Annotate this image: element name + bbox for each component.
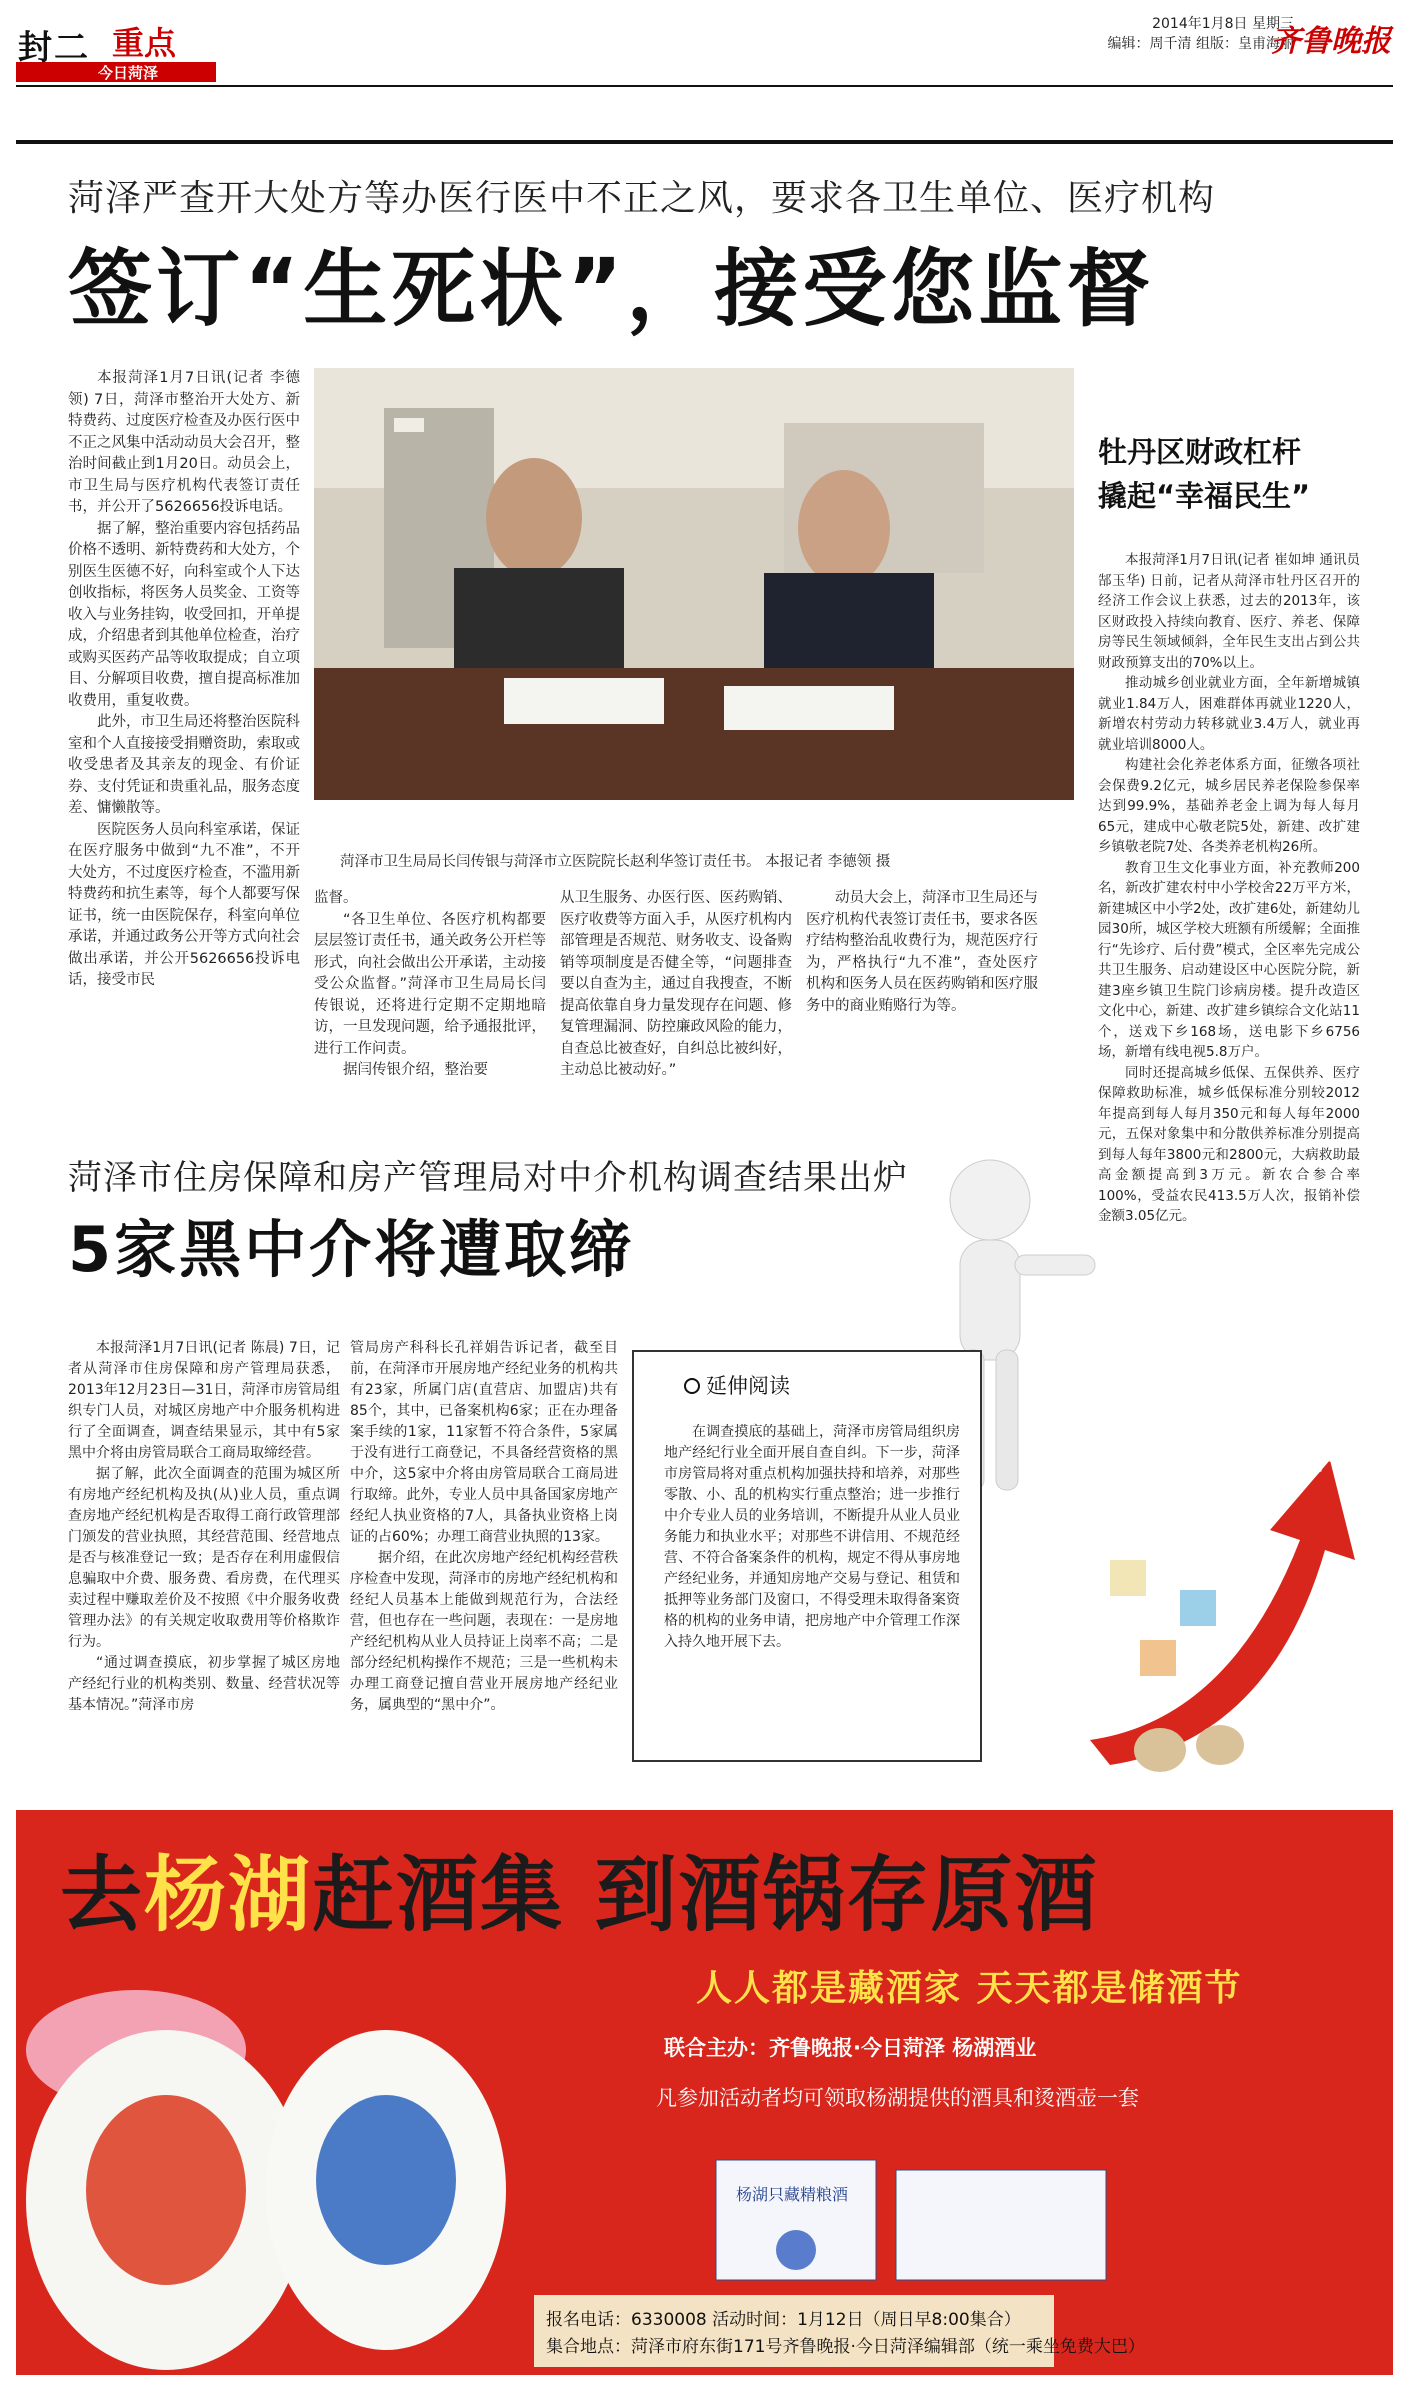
editor-line: 编辑：周千清 组版：皇甫海丽 [1107, 36, 1294, 52]
right-title-line2: 撬起“幸福民生” [1098, 479, 1311, 513]
ad-organizers: 联合主办：齐鲁晚报·今日菏泽 杨湖酒业 [664, 2036, 1037, 2060]
box-title-text: 延伸阅读 [706, 1374, 790, 1398]
paragraph: 监督。 [314, 890, 358, 906]
story2-col1 [68, 1338, 340, 1778]
paragraph: 构建社会化养老体系方面，征缴各项社会保费9.2亿元，城乡居民养老保险参保率达到99.9%，基础养老金上调为每人每月65元，建成中心敬老院5处，新建、改扩建乡镇敬老院7处、各类养老机构26所。 [1098, 757, 1360, 855]
paragraph: 本报菏泽1月7日讯(记者 崔如坤 通讯员 郜玉华) 日前，记者从菏泽市牡丹区召开的经济工作会议上获悉，过去的2013年，该区财政投入持续向教育、医疗、养老、保障房等民生领域倾斜，全年民生支出占到公共财政预算支出的70%以上。 [1098, 552, 1360, 671]
story1-kicker: 菏泽严查开大处方等办医行医中不正之风，要求各卫生单位、医疗机构 [68, 178, 1216, 219]
story1-col2 [314, 888, 546, 1128]
paragraph: 据了解，整治重要内容包括药品价格不透明、新特费药和大处方，个别医生医德不好，向科室或个人下达创收指标，将医务人员奖金、工资等收入与业务挂钩，收受回扣，开单提成，介绍患者到其他单位检查，治疗或购买医药产品等收取提成；自立项目、分解项目收费，擅自提高标准加收费用，重复收费。 [68, 520, 300, 709]
section-title: 重点 [112, 24, 177, 62]
paragraph: 此外，市卫生局还将整治医院科室和个人直接接受捐赠资助，索取或收受患者及其亲友的现金、有价证券、支付凭证和贵重礼品，服务态度差、慵懒散等。 [68, 714, 300, 816]
paragraph: 本报菏泽1月7日讯(记者 陈晨) 7日，记者从菏泽市住房保障和房产管理局获悉，2013年12月23日—31日，菏泽市房管局组织专门人员，对城区房地产中介服务机构进行了全面调查，调查结果显示，其中有5家黑中介将由房管局联合工商局取缔经营。 [68, 1340, 340, 1461]
extended-reading-title [684, 1370, 790, 1400]
ad-title-c: 赶酒集 到酒锅存原酒 [312, 1847, 1099, 1943]
paragraph: “通过调查摸底，初步掌握了城区房地产经纪行业的机构类别、数量、经营状况等基本情况。”菏泽市房 [68, 1655, 340, 1713]
paragraph: 据闫传银介绍，整治要 [343, 1062, 488, 1078]
paragraph: 同时还提高城乡低保、五保供养、医疗保障救助标准，城乡低保标准分别较2012年提高到每人每月350元和每人每年2000元，五保对象集中和分散供养标准分别提高到每人每年3800元和2800元，大病救助最高金额提高到3万元。新农合参合率100%，受益农民413.5万人次，报销补偿金额3.05亿元。 [1098, 1064, 1360, 1224]
story2-headline: 5家黑中介将遭取缔 [68, 1213, 635, 1286]
gift-box-illustration [706, 2140, 1126, 2290]
story2-kicker: 菏泽市住房保障和房产管理局对中介机构调查结果出炉 [68, 1158, 908, 1198]
issue-date: 2014年1月8日 星期三 [1152, 16, 1294, 32]
ad-title-a: 去 [60, 1847, 145, 1943]
story1-col4 [806, 888, 1038, 1128]
page-tag: 封二 [18, 28, 90, 68]
issue-meta [1108, 14, 1294, 54]
paragraph: 医院医务人员向科室承诺，保证在医疗服务中做到“九不准”，不开大处方，不过度医疗检查，不滥用新特费药和抗生素等，每个人都要写保证书，统一由医院保存，科室向单位承诺，并通过政务公开等方式向社会做出承诺，并公开5626656投诉电话，接受市民 [68, 821, 300, 988]
paragraph: 在调查摸底的基础上，菏泽市房管局组织房地产经纪行业全面开展自查自纠。下一步，菏泽市房管局将对重点机构加强扶持和培养，对那些零散、小、乱的机构实行重点整治；进一步推行中介专业人员的业务培训，不断提升从业人员业务能力和执业水平；对那些不讲信用、不规范经营、不符合备案条件的机构，规定不得从事房地产经纪业务，并通知房地产交易与登记、租赁和抵押等业务部门及窗口，不得受理未取得备案资格的机构的业务申请，把房地产中介管理工作深入持久地开展下去。 [664, 1424, 960, 1650]
story1-col3 [560, 888, 792, 1128]
arrow-label: 民生投入 [1259, 1443, 1339, 1510]
page-header [0, 0, 1409, 85]
paragraph: 动员大会上，菏泽市卫生局还与医疗机构代表签订责任书，要求各医疗结构整治乱收费行为，规范医疗行为，严格执行“九不准”，查处医疗机构和医务人员在医药购销和医疗服务中的商业贿赂行为等。 [806, 890, 1038, 1014]
ad-slogan: 人人都是藏酒家 天天都是储酒节 [696, 1967, 1243, 2009]
signing-photo-illustration [314, 368, 1074, 800]
box-label: 杨湖只藏精粮酒 [736, 2185, 849, 2204]
section-sub: 今日菏泽 [98, 64, 159, 82]
ad-phone-line: 报名电话：6330008 活动时间：1月12日（周日早8:00集合） [546, 2310, 1021, 2330]
livelihood-arrow-illustration [1070, 1420, 1370, 1780]
paragraph: 从卫生服务、办医行医、医药购销、医疗收费等方面入手，从医疗机构内部管理是否规范、财务收支、设备购销等项制度是否健全等，“问题排查要以自查为主，通过自我搜查，不断提高依靠自身力量发现存在问题、修复管理漏洞、防控廉政风险的能力，自查总比被查好，自纠总比被纠好，主动总比被动好。” [560, 890, 792, 1078]
reading-icon [684, 1378, 700, 1394]
extended-reading-box [632, 1350, 982, 1762]
story1-col1 [68, 368, 300, 1128]
ad-title-b: 杨湖 [144, 1847, 313, 1943]
story2-col2 [350, 1338, 618, 1778]
paragraph: “各卫生单位、各医疗机构都要层层签订责任书，通关政务公开栏等形式，向社会做出公开承诺，主动接受公众监督。”菏泽市卫生局局长闫传银说，还将进行定期不定期地暗访，一旦发现问题，给予通报批评，进行工作问责。 [314, 911, 546, 1057]
ad-place-line: 集合地点：菏泽市府东街171号齐鲁晚报·今日菏泽编辑部（统一乘坐免费大巴） [546, 2337, 1145, 2357]
paragraph: 本报菏泽1月7日讯(记者 李德领) 7日，菏泽市整治开大处方、新特费药、过度医疗检查及办医行医中不正之风集中活动动员大会召开，整治时间截止到1月20日。动员会上，市卫生局与医疗机构代表签订责任书，并公开了5626656投诉电话。 [68, 370, 300, 515]
story1-headline: 签订“生死状”，接受您监督 [68, 240, 1155, 338]
right-title-line1: 牡丹区财政杠杆 [1098, 435, 1302, 469]
photo-caption: 菏泽市卫生局局长闫传银与菏泽市立医院院长赵利华签订责任书。 本报记者 李德领 摄 [340, 854, 891, 870]
wine-jars-illustration [16, 1930, 536, 2370]
right-story-title [1098, 430, 1310, 518]
paragraph: 管局房产科科长孔祥娟告诉记者，截至目前，在菏泽市开展房地产经纪业务的机构共有23家，所属门店(直营店、加盟店)共有85个，其中，已备案机构6家；正在办理备案手续的1家，11家暂不符合条件，5家属于没有进行工商登记，不具备经营资格的黑中介，这5家中介将由房管局联合工商局进行取缔。此外，专业人员中具备国家房地产经纪人执业资格的7人，具备执业资格上岗证的占60%；办理工商营业执照的13家。 [350, 1340, 618, 1545]
paragraph: 推动城乡创业就业方面，全年新增城镇就业1.84万人，困难群体再就业1220人，新增农村劳动力转移就业3.4万人，就业再就业培训8000人。 [1098, 675, 1360, 753]
arrow-chart-icon [1070, 1420, 1370, 1780]
paragraph: 教育卫生文化事业方面，补充教师200名，新改扩建农村中小学校舍22万平方米，新建城区中小学2处，改扩建6处，新建幼儿园30所，城区学校大班额有所缓解；全面推行“先诊疗、后付费”模式，全区率先完成公共卫生服务、启动建设区中心医院分院，新建3座乡镇卫生院门诊病房楼。提升改造区文化中心，新建、改扩建乡镇综合文化站11个，送戏下乡168场，送电影下乡6756场，新增有线电视5.8万户。 [1098, 859, 1360, 1060]
paragraph: 据了解，此次全面调查的范围为城区所有房地产经纪机构及执(从)业人员，重点调查房地产经纪机构是否取得工商行政管理部门颁发的营业执照，其经营范围、经营地点是否与核准登记一致；是否存在利用虚假信息骗取中介费、服务费、看房费，在代理买卖过程中赚取差价及不按照《中介服务收费管理办法》的有关规定收取费用等价格欺诈行为。 [68, 1466, 340, 1650]
extended-reading-body [664, 1422, 960, 1653]
ad-gift: 凡参加活动者均可领取杨湖提供的酒具和烫酒壶一套 [656, 2086, 1139, 2110]
paragraph: 据介绍，在此次房地产经纪机构经营秩序检查中发现，菏泽市的房地产经纪机构和经纪人员基本上能做到规范行为，合法经营，但也存在一些问题，表现在：一是房地产经纪机构从业人员持证上岗率不高；二是部分经纪机构操作不规范；三是一些机构未办理工商登记擅自营业开展房地产经纪业务，属典型的“黑中介”。 [350, 1550, 618, 1713]
story-top-rule [16, 140, 1393, 144]
header-rule [16, 85, 1393, 87]
signing-photo [314, 368, 1074, 800]
newspaper-logo: 齐鲁晚报 [1271, 24, 1391, 59]
liquor-fair-ad [16, 1810, 1393, 2375]
